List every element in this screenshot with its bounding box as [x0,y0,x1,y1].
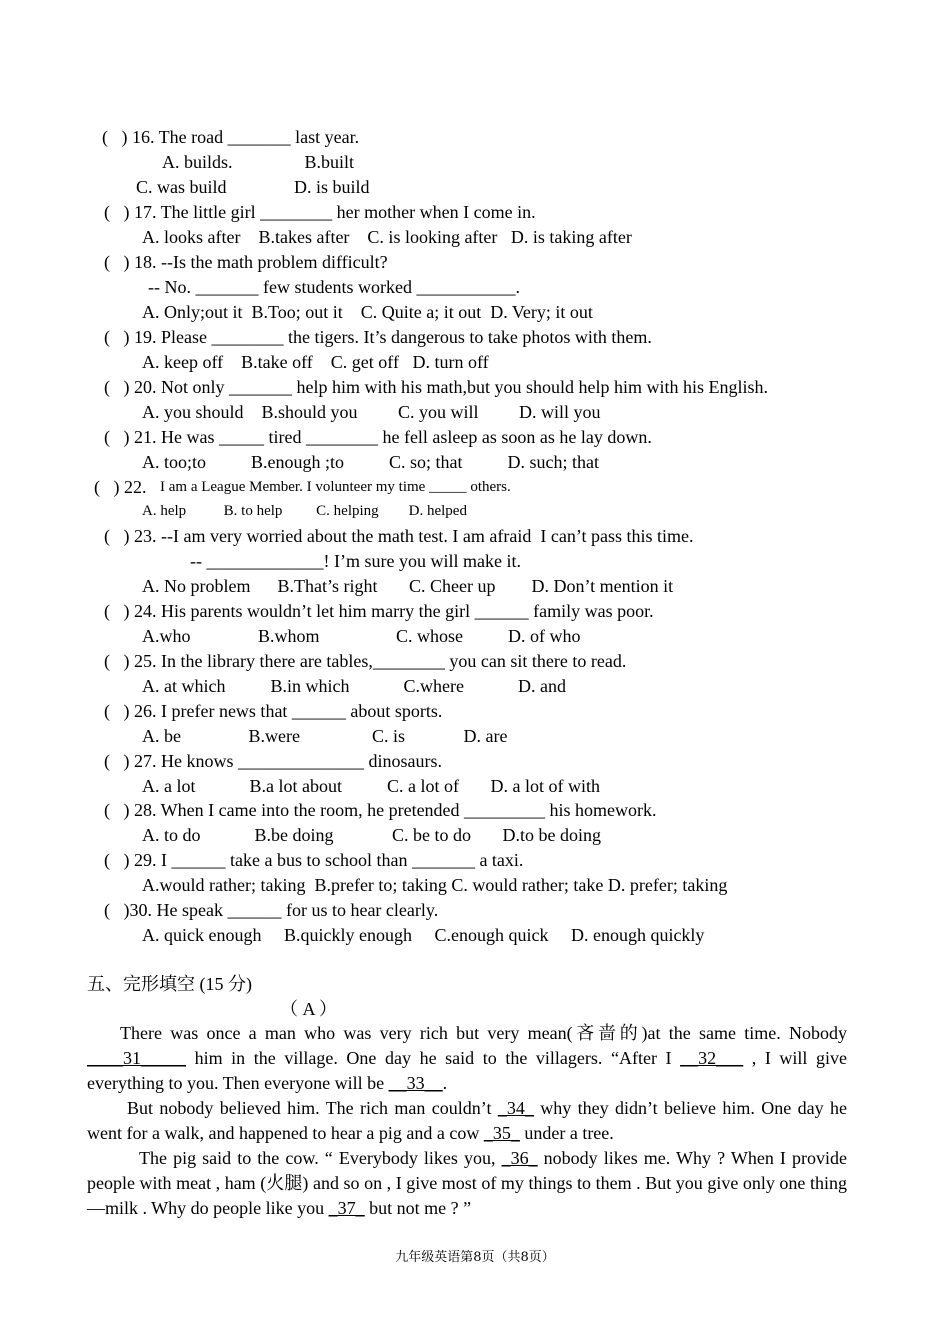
question-18: ( ) 18. --Is the math problem difficult? [104,252,388,272]
passage-text: The pig said to the cow. “ Everybody likes you, [139,1148,502,1168]
question-29: ( ) 29. I ______ take a bus to school than _______ a taxi. [104,850,524,870]
question-25: ( ) 25. In the library there are tables,________ you can sit there to read. [104,651,627,671]
options-18: A. Only;out it B.Too; out it C. Quite a; it out D. Very; it out [142,302,593,322]
question-27: ( ) 27. He knows ______________ dinosaurs. [104,751,442,771]
question-24: ( ) 24. His parents wouldn’t let him marry the girl ______ family was poor. [104,601,654,621]
options-23: A. No problem B.That’s right C. Cheer up D. Don’t mention it [142,576,674,596]
question-16: ( ) 16. The road _______ last year. [102,127,360,147]
question-18-reply: -- No. _______ few students worked ___________. [148,277,520,297]
question-22-text: I am a League Member. I volunteer my time _____ others. [160,479,511,495]
passage-text: There was once a man who was very rich but very mean(吝啬的)at the same time. Nobody [120,1023,847,1043]
question-26: ( ) 26. I prefer news that ______ about sports. [104,701,443,721]
question-23: ( ) 23. --I am very worried about the math test. I am afraid I can’t pass this time. [104,526,694,546]
options-29: A.would rather; taking B.prefer to; taking C. would rather; take D. prefer; taking [142,875,728,895]
options-21: A. too;to B.enough ;to C. so; that D. such; that [142,452,599,472]
options-25: A. at which B.in which C.where D. and [142,676,566,696]
passage-text: . [442,1073,448,1093]
question-20: ( ) 20. Not only _______ help him with his math,but you should help him with his English. [104,377,768,397]
blank-32: __32___ [680,1048,744,1068]
blank-33: __33__ [388,1073,443,1093]
options-17: A. looks after B.takes after C. is looking after D. is taking after [142,227,632,247]
question-19: ( ) 19. Please ________ the tigers. It’s dangerous to take photos with them. [104,327,652,347]
blank-36: _36_ [501,1148,538,1168]
options-20: A. you should B.should you C. you will D. will you [142,402,601,422]
passage-text: him in the village. One day he said to the villagers. “After I [186,1048,681,1068]
passage-text: nobody likes me. Why ? When I provide people with meat , ham (火腿) and so on , I give most of my things to them . But you give only one thing —milk . Why do people like you [87,1148,847,1218]
blank-37: _37_ [328,1198,365,1218]
blank-31: ____31_____ [87,1048,186,1068]
question-23-reply: -- _____________! I’m sure you will make it. [190,551,521,571]
options-26: A. be B.were C. is D. are [142,726,508,746]
blank-35: _35_ [483,1123,520,1143]
passage-text: under a tree. [519,1123,614,1143]
options-16a: A. builds. B.built [162,152,355,172]
passage-paragraph-2 [87,1096,847,1146]
options-19: A. keep off B.take off C. get off D. turn off [142,352,489,372]
blank-34: _34_ [497,1098,534,1118]
question-17: ( ) 17. The little girl ________ her mother when I come in. [104,202,536,222]
passage-paragraph-1 [87,1021,847,1096]
passage-text: but not me ? ” [364,1198,472,1218]
options-28: A. to do B.be doing C. be to do D.to be doing [142,825,601,845]
passage-text: why they didn’t believe him. One day he went for a walk, and happened to hear a pig and a cow [87,1098,847,1143]
section-subtitle: （ A ） [280,999,338,1019]
question-28: ( ) 28. When I came into the room, he pretended _________ his homework. [104,800,657,820]
options-22: A. help B. to help C. helping D. helped [142,503,467,519]
question-21: ( ) 21. He was _____ tired ________ he fell asleep as soon as he lay down. [104,427,652,447]
page-footer: 九年级英语第8页（共8页） [395,1250,555,1265]
question-30: ( )30. He speak ______ for us to hear clearly. [104,900,439,920]
options-27: A. a lot B.a lot about C. a lot of D. a lot of with [142,776,600,796]
options-24: A.who B.whom C. whose D. of who [142,626,581,646]
question-22-number: ( ) 22. [94,477,147,497]
options-30: A. quick enough B.quickly enough C.enough quick D. enough quickly [142,925,705,945]
passage-text: But nobody believed him. The rich man couldn’t [127,1098,498,1118]
passage-text: , I will give everything to you. Then everyone will be [87,1048,847,1093]
passage-paragraph-3 [87,1146,847,1221]
options-16b: C. was build D. is build [136,177,370,197]
section-title: 五、完形填空 (15 分) [87,974,252,994]
